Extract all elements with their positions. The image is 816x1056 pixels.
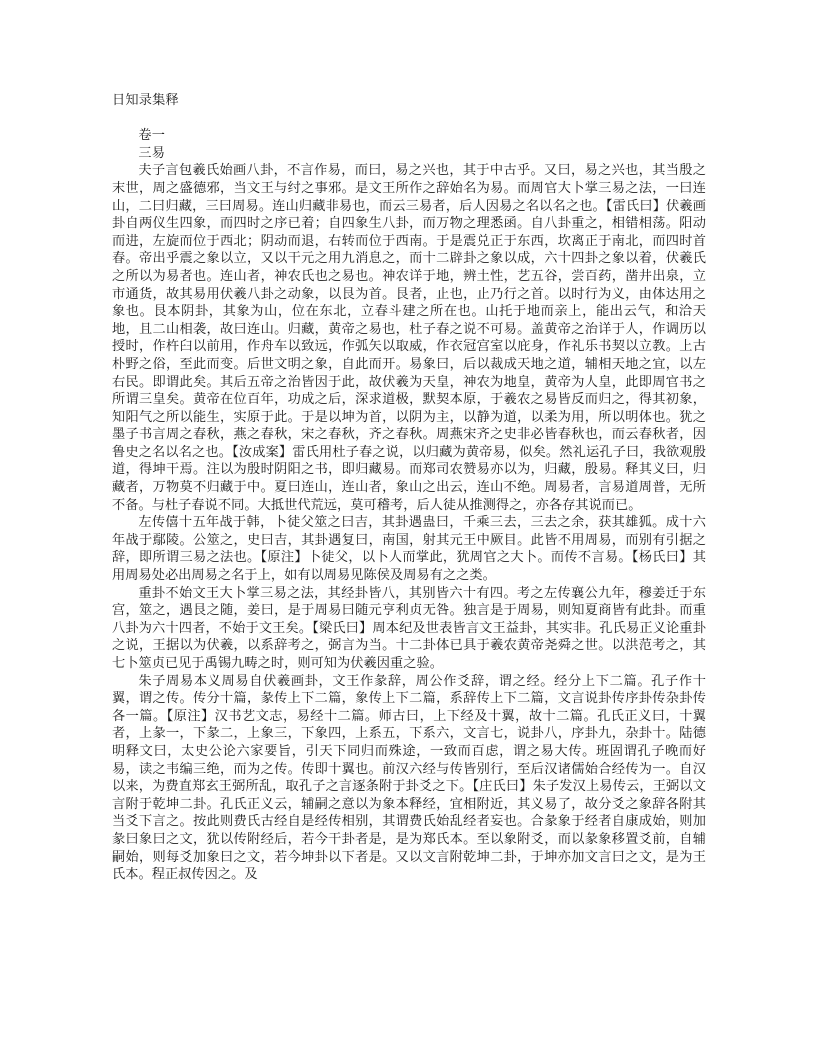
page-title: 日知录集释: [112, 93, 179, 108]
body-paragraph: 朱子周易本义周易自伏羲画卦，文王作彖辞，周公作爻辞，谓之经。经分上下二篇。孔子作十翼，谓之传。传分十篇，彖传上下二篇，象传上下二篇，系辞传上下二篇，文言说卦传序卦传杂卦传各一篇。【原注】汉书艺文志，易经十二篇。师古曰，上下经及十翼，故十二篇。孔氏正义曰，十翼者，上彖一，下彖二，上象三，下象四，上系五，下系六，文言七，说卦八，序卦九，杂卦十。陆德明释文曰，太史公论六家要旨，引天下同归而殊途，一致而百虑，谓之易大传。班固谓孔子晚而好易，读之韦编三绝，而为之传。传即十翼也。前汉六经与传皆别行，至后汉诸儒始合经传为一。自汉以来，为费直郑玄王弼所乱，取孔子之言逐条附于卦爻之下。【庄氏曰】朱子发汉上易传云，王弼以文言附于乾坤二卦。孔氏正义云，辅嗣之意以为象本释经，宜相附近，其义易了，故分爻之象辞各附其当爻下言之。按此则费氏古经自是经传相别，其谓费氏始乱经者妄也。合彖象于经者自康成始，则加彖曰象曰之文，犹以传附经后，若今干卦者是，是为郑氏本。至以象附爻，而以彖象移置爻前，自辅嗣始，则每爻加象曰之文，若今坤卦以下者是。又以文言附乾坤二卦，于坤亦加文言曰之文，是为王氏本。程正叔传因之。及: [112, 673, 706, 883]
body-paragraph: 重卦不始文王大卜掌三易之法，其经卦皆八，其别皆六十有四。考之左传襄公九年，穆姜迁于东宫，筮之，遇艮之随，姜曰，是于周易曰随元亨利贞无咎。独言是于周易，则知夏商皆有此卦。而重八卦为六十四者，不始于文王矣。【梁氏曰】周本纪及世表皆言文王益卦，其实非。孔氏易正义论重卦之说，王据以为伏羲，以系辞考之，弼言为当。十二卦体已具于羲农黄帝尧舜之世。以洪范考之，其七卜筮贞已见于禹锡九畴之时，则可知为伏羲因重之验。: [112, 585, 706, 671]
volume-heading: 卷一: [138, 128, 166, 144]
page-content: [112, 92, 706, 884]
body-paragraph: 左传僖十五年战于韩，卜徒父筮之曰吉，其卦遇蛊曰，千乘三去，三去之余，获其雄狐。成十六年战于鄢陵。公筮之，史曰吉，其卦遇复曰，南国，射其元王中厥目。此皆不用周易，而别有引据之辞，即所谓三易之法也。【原注】卜徒父，以卜人而掌此，犹周官之大卜。而传不言易。【杨氏曰】其用周易处必出周易之名于上，如有以周易见陈侯及周易有之之类。: [112, 515, 706, 584]
section-heading: 三易: [138, 145, 166, 161]
body-paragraph: 夫子言包羲氏始画八卦，不言作易，而曰，易之兴也，其于中古乎。又曰，易之兴也，其当殷之末世，周之盛德邪，当文王与纣之事邪。是文王所作之辞始名为易。而周官大卜掌三易之法，一曰连山，二曰归藏，三曰周易。连山归藏非易也，而云三易者，后人因易之名以名之也。【雷氏曰】伏羲画卦自两仪生四象，而四时之序已着；自四象生八卦，而万物之理悉函。自八卦重之，相错相荡。阳动而进，左旋而位于西北；阴动而退，右转而位于西南。于是震兑正于东西，坎离正于南北，而四时首春。帝出乎震之象以立，又以干元之用九消息之，而十二辟卦之象以成，六十四卦之象以着，伏羲氏之所以为易者也。连山者，神农氏也之易也。神农详于地，辨土性，艺五谷，尝百药，凿井出泉，立市通货，故其易用伏羲八卦之动象，以艮为首。艮者，止也，止乃行之首。以时行为义，由体达用之象也。艮本阴卦，其象为山，位在东北，立春斗建之所在也。山托于地而亲上，能出云气，和洽天地，且二山相袭，故曰连山。归藏，黄帝之易也，杜子春之说不可易。盖黄帝之治详于人，作调历以授时，作杵臼以前用，作舟车以致远，作弧矢以取威，作衣冠宫室以庇身，作礼乐书契以立教。上古朴野之俗，至此而变。后世文明之象，自此而开。易象曰，后以裁成天地之道，辅相天地之宜，以左右民。即谓此矣。其后五帝之治皆因于此，故伏羲为天皇，神农为地皇，黄帝为人皇，此即周官书之所谓三皇矣。黄帝在位百年，功成之后，深求道极，默契本原，于羲农之易皆反而归之，得其初象，知阳气之所以能生，实原于此。于是以坤为首，以阴为主，以静为道，以柔为用，所以明体也。犹之墨子书言周之春秋，燕之春秋，宋之春秋，齐之春秋。周燕宋齐之史非必皆春秋也，而云春秋者，因鲁史之名以名之也。【汝成案】雷氏用杜子春之说，以归藏为黄帝易，似矣。然礼运孔子曰，我欲观殷道，得坤干焉。注以为殷时阴阳之书，即归藏易。而郑司农赞易亦以为，归藏，殷易。释其义曰，归藏者，万物莫不归藏于中。夏曰连山，连山者，象山之出云，连山不绝。周易者，言易道周普，无所不备。与杜子春说不同。大抵世代荒远，莫可稽考，后人徒从推测得之，亦各存其说而已。: [112, 163, 706, 513]
title-spacer: [112, 110, 706, 128]
